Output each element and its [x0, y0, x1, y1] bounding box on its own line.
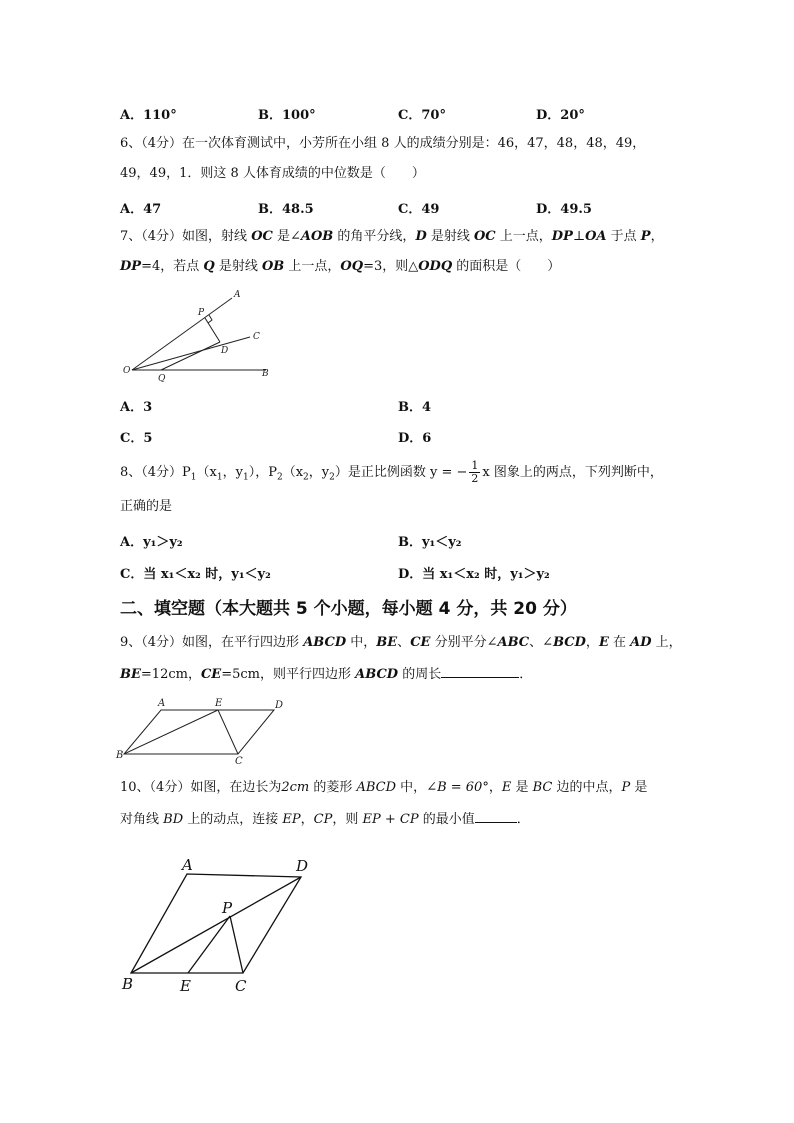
q7-text: 是射线: [426, 229, 474, 244]
q10-text: 的最小值: [418, 812, 475, 827]
q10-var: CP: [313, 812, 333, 827]
q6-stem-line1: 6、（4分）在一次体育测试中，小芳所在小组 8 人的成绩分别是：46，47，48，48，49，: [120, 136, 646, 151]
q6-option-b[interactable]: B．48.5: [258, 202, 314, 217]
q7-var: OQ: [340, 259, 364, 274]
q5-option-c[interactable]: C．70°: [398, 108, 446, 123]
label-e: E: [215, 698, 223, 709]
q5-option-b[interactable]: B．100°: [258, 108, 316, 123]
q7-text: =4，若点: [141, 259, 204, 274]
q9-var: ABC: [497, 635, 530, 650]
q6-option-a[interactable]: A．47: [120, 202, 162, 217]
label-d: D: [296, 857, 309, 875]
q8-sub: 2: [276, 472, 283, 483]
q8-stem-line1: [120, 460, 663, 487]
q8-text: ），P: [248, 465, 277, 480]
label-c: C: [253, 332, 260, 342]
label-p: P: [198, 308, 205, 318]
q10-text: 对角线: [120, 812, 164, 827]
q8-sub: 2: [303, 472, 309, 483]
q7-var: OB: [261, 259, 285, 274]
q8-text: 8、（4分）P: [120, 465, 191, 480]
q5-option-d[interactable]: D．20°: [536, 108, 585, 123]
q9-text: 9、（4分）如图，在平行四边形: [120, 635, 304, 650]
q10-answer-blank[interactable]: [475, 810, 517, 823]
q8-text: x 图象上的两点，下列判断中，: [482, 465, 663, 480]
q10-text: 中，: [396, 780, 427, 795]
q10-text: ．: [516, 812, 530, 827]
label-o: O: [123, 366, 131, 376]
label-b: B: [116, 750, 124, 761]
q10-stem-line1: [120, 779, 647, 797]
q8-sub: 1: [242, 472, 249, 483]
q9-text: 的周长: [398, 667, 442, 682]
q8-option-b[interactable]: B．y₁＜y₂: [398, 535, 462, 550]
q7-stem-line2: [120, 258, 560, 276]
q10-stem-line2: [120, 810, 530, 829]
q9-figure: [114, 694, 294, 766]
q8-sub: 1: [216, 472, 223, 483]
q7-option-d[interactable]: D．6: [398, 431, 432, 446]
q7-text: 的面积是（ ）: [452, 259, 561, 274]
q10-var: ∠B = 60°: [426, 780, 489, 795]
q9-answer-blank[interactable]: [441, 665, 519, 678]
q8-option-a[interactable]: A．y₁＞y₂: [120, 535, 183, 550]
q9-var: BE: [120, 667, 141, 682]
q7-option-c[interactable]: C．5: [120, 431, 153, 446]
q7-text: ⊥: [572, 229, 586, 244]
q7-text: =3，则△: [363, 259, 419, 274]
q10-var: BD: [163, 812, 184, 827]
ray-oa: [132, 298, 232, 370]
q7-var: P: [640, 229, 651, 244]
q7-var: OC: [473, 229, 496, 244]
q7-option-a[interactable]: A．3: [120, 400, 153, 415]
fraction-one-half: [469, 460, 480, 485]
q7-text: 7、（4分）如图，射线: [120, 229, 252, 244]
fraction-denominator: 2: [471, 472, 479, 485]
q9-text: 、: [397, 635, 411, 650]
q7-figure: [118, 286, 278, 382]
q7-text: 的角平分线，: [333, 229, 416, 244]
q10-var: P: [621, 780, 631, 795]
q7-stem-line1: [120, 228, 664, 246]
segment-cp: [230, 916, 243, 973]
q7-var: OA: [585, 229, 607, 244]
q9-var: BE: [376, 635, 398, 650]
q8-sub: 1: [190, 472, 197, 483]
q10-text: 边的中点，: [552, 780, 622, 795]
label-a: A: [158, 698, 166, 709]
q9-var: AD: [630, 635, 652, 650]
segment-dp: [205, 318, 220, 342]
q9-text: 上，: [651, 635, 682, 650]
label-q: Q: [158, 374, 166, 382]
label-c: C: [235, 756, 243, 766]
q8-option-c[interactable]: C．当 x₁＜x₂ 时，y₁＜y₂: [120, 567, 271, 582]
ray-oc: [132, 337, 250, 370]
q7-option-b[interactable]: B．4: [398, 400, 432, 415]
q7-var: AOB: [300, 229, 334, 244]
label-d: D: [275, 700, 284, 711]
q10-var: 2cm: [281, 780, 310, 795]
q7-var: Q: [203, 259, 215, 274]
q9-stem-line1: [120, 634, 682, 652]
q9-text: 在: [608, 635, 631, 650]
segment-be: [124, 710, 218, 754]
q10-text: ，: [488, 780, 502, 795]
q8-text: ，y: [308, 465, 330, 480]
right-angle-mark: [208, 315, 212, 323]
q10-text: 是: [511, 780, 533, 795]
q7-text: 上一点，: [495, 229, 552, 244]
q10-var: EP + CP: [362, 812, 419, 827]
q6-stem-line2: 49，49，1．则这 8 人体育成绩的中位数是（ ）: [120, 166, 425, 181]
q7-text: ，: [650, 229, 664, 244]
q10-var: ABCD: [356, 780, 397, 795]
q7-text: 于点: [606, 229, 641, 244]
segment-dq: [161, 342, 220, 370]
label-e: E: [180, 977, 191, 995]
q6-option-d[interactable]: D．49.5: [536, 202, 592, 217]
fraction-numerator: 1: [471, 459, 479, 472]
q8-text: ，y: [222, 465, 243, 480]
q9-var: CE: [200, 667, 222, 682]
q9-stem-line2: [120, 665, 532, 684]
label-b: B: [122, 975, 134, 993]
q7-text: 是∠: [272, 229, 301, 244]
label-a: A: [234, 290, 241, 300]
q9-text: ，: [585, 635, 599, 650]
q8-text: ）是正比例函数 y = −: [334, 465, 468, 480]
q7-var: ODQ: [418, 259, 453, 274]
q10-text: 上的动点，连接: [183, 812, 283, 827]
q10-text: 是: [630, 780, 648, 795]
section-2-title: 二、填空题（本大题共 5 个小题，每小题 4 分，共 20 分）: [120, 599, 577, 619]
q10-text: 10、（4分）如图，在边长为: [120, 780, 282, 795]
q8-option-d[interactable]: D．当 x₁＜x₂ 时，y₁＞y₂: [398, 567, 550, 582]
parallelogram-abcd: [124, 710, 274, 754]
q9-text: ．: [519, 667, 533, 682]
q9-text: =5cm，则平行四边形: [221, 667, 356, 682]
q9-text: 分别平分∠: [430, 635, 498, 650]
q9-var: ABCD: [303, 635, 347, 650]
q9-text: =12cm，: [140, 667, 201, 682]
q9-text: 中，: [346, 635, 377, 650]
q7-text: 是射线: [214, 259, 262, 274]
q10-var: BC: [532, 780, 553, 795]
label-c: C: [235, 977, 247, 995]
q6-option-c[interactable]: C．49: [398, 202, 440, 217]
q10-figure: [118, 852, 328, 998]
q9-var: BCD: [553, 635, 586, 650]
q9-var: CE: [410, 635, 431, 650]
q9-var: E: [598, 635, 609, 650]
q8-text: （x: [196, 465, 217, 480]
q10-text: ，则: [332, 812, 363, 827]
label-b: B: [262, 369, 269, 379]
q9-text: 、∠: [529, 635, 554, 650]
q8-sub: 2: [329, 472, 335, 483]
q10-var: E: [501, 780, 512, 795]
segment-ce: [218, 710, 238, 754]
diagonal-bd: [131, 877, 301, 973]
q7-var: DP: [120, 259, 142, 274]
q9-var: ABCD: [355, 667, 399, 682]
q7-var: D: [415, 229, 427, 244]
q7-var: OC: [251, 229, 273, 244]
label-a: A: [182, 856, 193, 874]
label-p: P: [222, 899, 233, 917]
q10-text: ，: [300, 812, 314, 827]
q5-option-a[interactable]: A．110°: [120, 108, 177, 123]
q8-stem-line2: 正确的是: [120, 499, 173, 514]
q7-var: DP: [551, 229, 573, 244]
segment-ep: [188, 916, 230, 973]
q8-text: （x: [282, 465, 304, 480]
q10-text: 的菱形: [309, 780, 357, 795]
label-d: D: [221, 346, 229, 356]
q10-var: EP: [282, 812, 301, 827]
q7-text: 上一点，: [284, 259, 341, 274]
